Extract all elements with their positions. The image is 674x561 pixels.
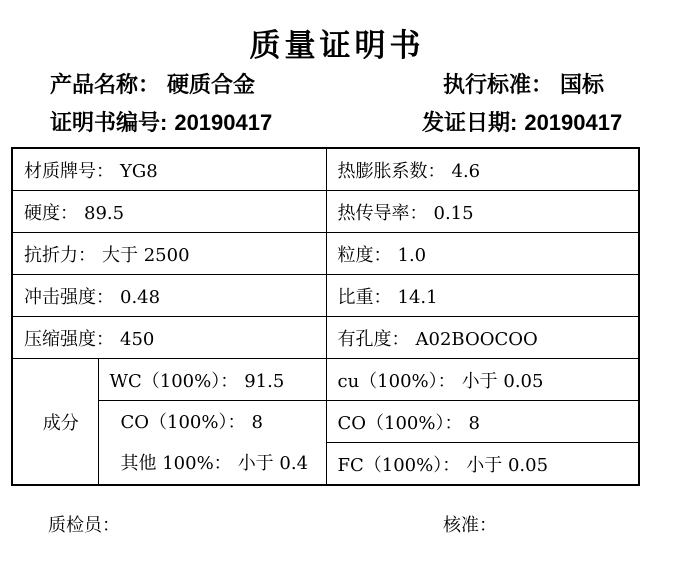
- cell-label: 材质牌号：: [24, 160, 114, 182]
- cell-value: 91.5: [244, 370, 285, 392]
- cell-value: 8: [468, 412, 480, 434]
- composition-label-cell: [12, 359, 98, 486]
- cell-co: [326, 401, 639, 443]
- other-line: [110, 443, 326, 484]
- cell-density: [326, 275, 639, 317]
- certificate-number-label: 证明书编号:: [50, 110, 168, 135]
- issue-date-label: 发证日期:: [422, 110, 518, 135]
- cell-value: 0.48: [120, 286, 161, 308]
- cell-value: 450: [120, 328, 155, 350]
- cell-label: FC（100%）：: [337, 454, 461, 476]
- cell-wc: [98, 359, 326, 401]
- cell-value: YG8: [120, 160, 158, 182]
- table-row: [12, 191, 639, 233]
- cell-label: 冲击强度：: [24, 286, 114, 308]
- cell-value: 小于 0.05: [466, 454, 549, 476]
- cell-value: 8: [251, 411, 263, 433]
- cell-value: 4.6: [451, 160, 481, 182]
- cell-label: 其他 100%：: [120, 452, 232, 474]
- cell-grain-size: [326, 233, 639, 275]
- certificate-number-field: [50, 106, 272, 137]
- issue-date-field: [422, 106, 622, 137]
- table-row: [12, 148, 639, 191]
- cell-value: A02BOOCOO: [415, 328, 538, 350]
- standard-value: 国标: [560, 72, 605, 97]
- cell-label: 有孔度：: [337, 328, 410, 350]
- issue-date-value: 20190417: [524, 110, 623, 135]
- cell-label: CO（100%）：: [120, 411, 246, 433]
- table-row: [12, 317, 639, 359]
- product-name-label: 产品名称：: [50, 72, 161, 97]
- inspector-label: 质检员：: [48, 515, 120, 536]
- table-row: [12, 233, 639, 275]
- cell-bending-strength: [12, 233, 326, 275]
- cell-label: CO（100%）：: [337, 412, 463, 434]
- certificate-number-value: 20190417: [174, 110, 273, 135]
- cell-value: 1.0: [397, 244, 427, 266]
- table-row: [12, 275, 639, 317]
- cell-value: 大于 2500: [102, 244, 190, 266]
- cell-value: 89.5: [84, 202, 125, 224]
- cell-impact-strength: [12, 275, 326, 317]
- cell-co-other: [98, 401, 326, 486]
- cell-thermal-conductivity: [326, 191, 639, 233]
- co-line: [110, 402, 326, 443]
- cell-label: cu（100%）：: [337, 370, 456, 392]
- standard-field: [443, 68, 604, 99]
- table-row: [12, 359, 639, 401]
- cell-value: 小于 0.4: [237, 452, 309, 474]
- cell-label: 硬度：: [24, 202, 78, 224]
- cell-value: 14.1: [397, 286, 438, 308]
- cell-thermal-expansion: [326, 148, 639, 191]
- standard-label: 执行标准：: [443, 72, 554, 97]
- spec-table: [11, 147, 640, 486]
- cell-label: 粒度：: [337, 244, 392, 266]
- composition-label: 成分: [42, 412, 79, 434]
- cell-material-grade: [12, 148, 326, 191]
- cell-fc: [326, 443, 639, 486]
- cell-label: WC（100%）：: [109, 370, 239, 392]
- cell-compressive-strength: [12, 317, 326, 359]
- cell-label: 比重：: [337, 286, 392, 308]
- table-row: [12, 401, 639, 443]
- product-name-value: 硬质合金: [167, 72, 256, 97]
- cell-hardness: [12, 191, 326, 233]
- approver-label: 核准：: [443, 515, 497, 536]
- cell-label: 抗折力：: [24, 244, 96, 266]
- cell-label: 热传导率：: [337, 202, 428, 224]
- page-title: 质量证明书: [249, 28, 425, 63]
- cell-label: 热膨胀系数：: [337, 160, 446, 182]
- product-name-field: [50, 68, 255, 99]
- cell-porosity: [326, 317, 639, 359]
- cell-value: 0.15: [433, 202, 474, 224]
- cell-label: 压缩强度：: [24, 328, 114, 350]
- cell-cu: [326, 359, 639, 401]
- cell-value: 小于 0.05: [461, 370, 544, 392]
